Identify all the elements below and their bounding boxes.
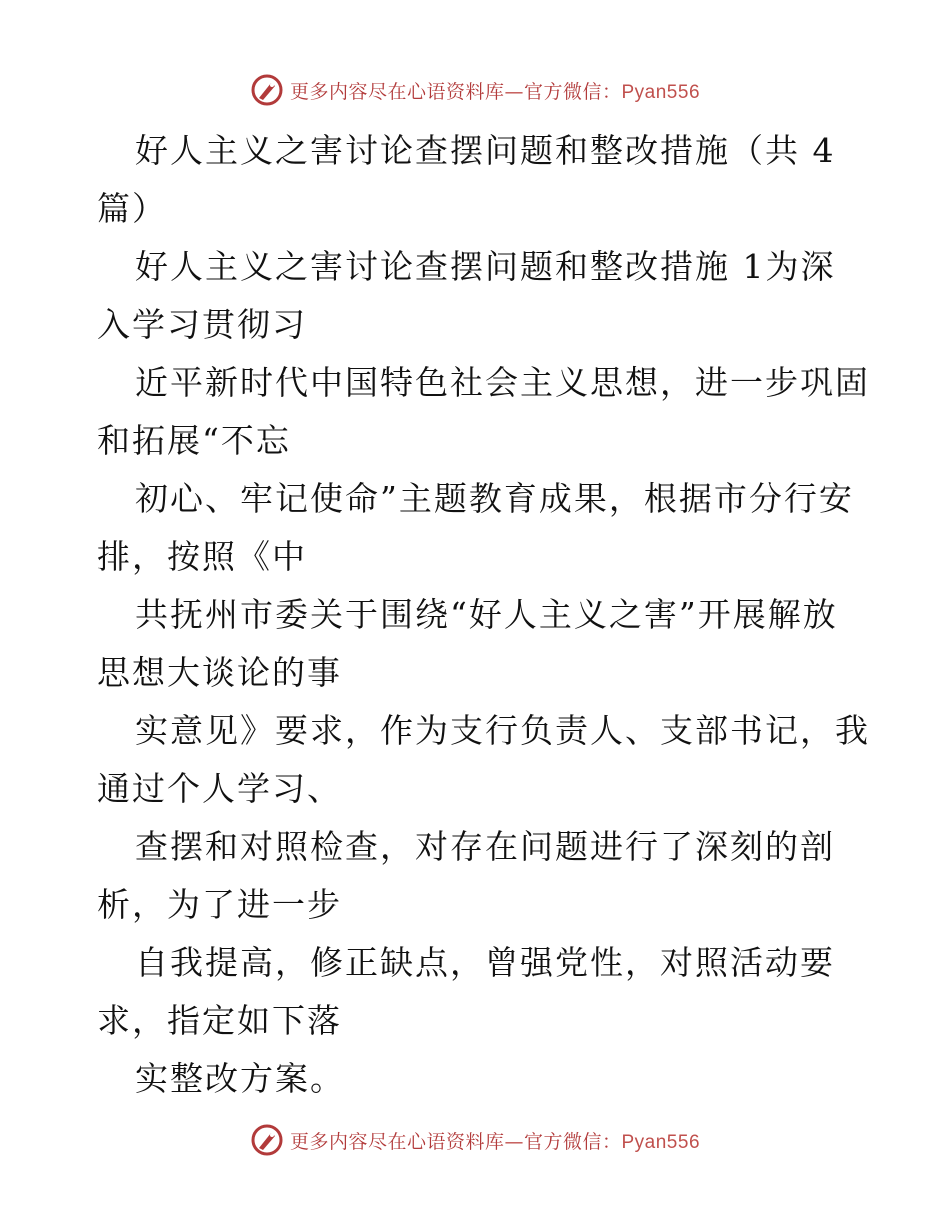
paragraph-line: 思想大谈论的事 — [97, 653, 342, 692]
paragraph-line: 好人主义之害讨论查摆问题和整改措施 1为深 — [135, 247, 836, 286]
paragraph-line: 排，按照《中 — [97, 537, 307, 576]
paragraph-line: 实整改方案。 — [135, 1059, 345, 1098]
paragraph-line: 自我提高，修正缺点，曾强党性，对照活动要 — [135, 943, 835, 982]
paragraph-line: 篇） — [97, 189, 167, 228]
paragraph — [97, 586, 857, 702]
paragraph-line: 初心、牢记使命”主题教育成果，根据市分行安 — [135, 479, 854, 518]
paragraph — [97, 238, 857, 354]
paragraph — [97, 818, 857, 934]
paragraph-line: 入学习贯彻习 — [97, 305, 307, 344]
footer-banner — [0, 1120, 950, 1160]
paragraph — [97, 354, 870, 470]
paragraph-line: 共抚州市委关于围绕“好人主义之害”开展解放 — [135, 595, 838, 634]
paragraph — [97, 470, 857, 586]
banner-text: 更多内容尽在心语资料库—官方微信：Pyan556 — [289, 1130, 701, 1153]
paragraph — [97, 122, 857, 238]
paragraph-line: 实意见》要求，作为支行负责人、支部书记，我 — [135, 711, 870, 750]
paragraph — [97, 934, 857, 1050]
paragraph-line: 通过个人学习、 — [97, 769, 342, 808]
paragraph-line: 求，指定如下落 — [97, 1001, 342, 1040]
paragraph — [97, 1050, 857, 1108]
paragraph-line: 近平新时代中国特色社会主义思想，进一步巩固 — [135, 363, 870, 402]
pen-nib-circle-icon — [250, 1123, 284, 1157]
document-body — [97, 122, 870, 1108]
header-banner — [0, 70, 950, 110]
paragraph-line: 查摆和对照检查，对存在问题进行了深刻的剖 — [135, 827, 835, 866]
paragraph-line: 好人主义之害讨论查摆问题和整改措施（共 4 — [135, 131, 836, 170]
banner-text: 更多内容尽在心语资料库—官方微信：Pyan556 — [289, 80, 701, 103]
paragraph — [97, 702, 870, 818]
paragraph-line: 析，为了进一步 — [97, 885, 342, 924]
paragraph-line: 和拓展“不忘 — [97, 421, 291, 460]
pen-nib-circle-icon — [250, 73, 284, 107]
